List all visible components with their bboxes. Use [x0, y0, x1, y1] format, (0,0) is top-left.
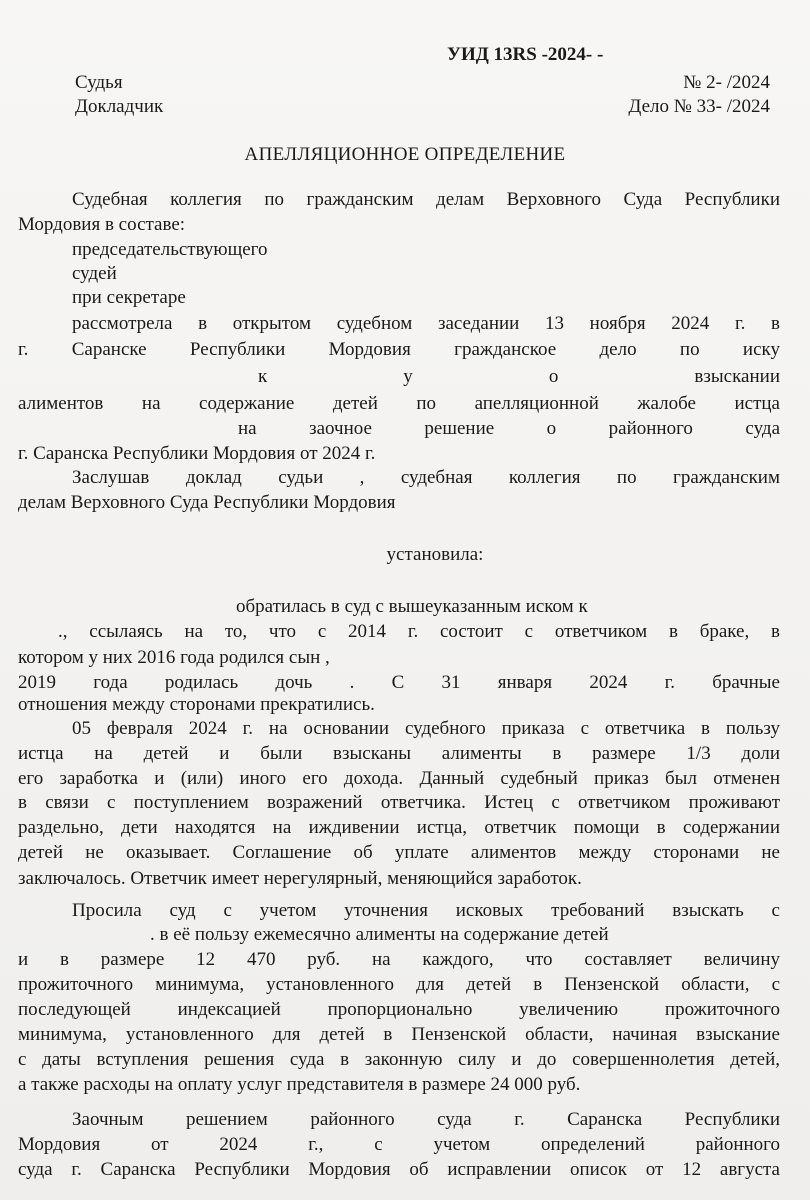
intro-line: делам Верховного Суда Республики Мордовия — [18, 492, 396, 513]
body-line: Мордовия от 2024 г., с учетом определений районного — [18, 1134, 780, 1155]
judge-label: Судья — [75, 72, 123, 93]
body-line: заключалось. Ответчик имеет нерегулярный, меняющийся заработок. — [18, 868, 582, 889]
intro-line: к у о взыскании — [258, 366, 780, 387]
first-instance-case-number: № 2- /2024 — [683, 72, 770, 93]
intro-line: г. Саранска Республики Мордовия от 2024 г. — [18, 443, 376, 464]
body-line: . в её пользу ежемесячно алименты на содержание детей — [150, 924, 609, 945]
established-heading: установила: — [386, 544, 484, 565]
body-line: а также расходы на оплату услуг представителя в размере 24 000 руб. — [18, 1074, 581, 1095]
intro-line: Заслушав доклад судьи , судебная коллегия по гражданским — [72, 467, 780, 488]
body-line: отношения между сторонами прекратились. — [18, 694, 375, 715]
intro-line: Судебная коллегия по гражданским делам Верховного Суда Республики — [72, 189, 780, 210]
body-line: последующей индексацией пропорционально увеличению прожиточного — [18, 999, 780, 1020]
body-line: Заочным решением районного суда г. Саранска Республики — [72, 1109, 780, 1130]
intro-line: судей — [72, 263, 117, 284]
body-line: Просила суд с учетом уточнения исковых требований взыскать с — [72, 900, 780, 921]
body-line: с даты вступления решения суда в законную силу и до совершеннолетия детей, — [18, 1049, 780, 1070]
body-line: 05 февраля 2024 г. на основании судебного приказа с ответчика в пользу — [72, 718, 780, 739]
body-line: истца на детей и были взысканы алименты в размере 1/3 доли — [18, 743, 780, 764]
body-line: раздельно, дети находятся на иждивении истца, ответчик помощи в содержании — [18, 817, 780, 838]
body-line: минимума, установленного для детей в Пензенской области, начиная взыскание — [18, 1024, 780, 1045]
case-uid: УИД 13RS -2024- - — [447, 44, 604, 65]
body-line: детей не оказывает. Соглашение об уплате алиментов между сторонами не — [18, 842, 780, 863]
intro-line: рассмотрела в открытом судебном заседании 13 ноября 2024 г. в — [72, 313, 780, 334]
intro-line: Мордовия в составе: — [18, 214, 186, 235]
intro-line: председательствующего — [72, 239, 268, 260]
intro-line: при секретаре — [72, 287, 186, 308]
document-title: АПЕЛЛЯЦИОННОЕ ОПРЕДЕЛЕНИЕ — [244, 144, 566, 165]
body-line: котором у них 2016 года родился сын , — [18, 647, 330, 668]
body-line: его заработка и (или) иного его дохода. Данный судебный приказ был отменен — [18, 768, 780, 789]
body-line: 2019 года родилась дочь . С 31 января 2024 г. брачные — [18, 672, 780, 693]
reporter-label: Докладчик — [75, 96, 164, 117]
intro-line: алиментов на содержание детей по апелляционной жалобе истца — [18, 393, 780, 414]
appeal-case-number: Дело № 33- /2024 — [628, 96, 770, 117]
intro-line: г. Саранске Республики Мордовия гражданское дело по иску — [18, 339, 780, 360]
intro-line: на заочное решение о районного суда — [238, 418, 780, 439]
body-line: суда г. Саранска Республики Мордовия об исправлении описок от 12 августа — [18, 1159, 780, 1180]
body-line: прожиточного минимума, установленного для детей в Пензенской области, с — [18, 974, 780, 995]
body-line: ., ссылаясь на то, что с 2014 г. состоит с ответчиком в браке, в — [58, 621, 780, 642]
body-line: обратилась в суд с вышеуказанным иском к — [236, 596, 588, 617]
body-line: и в размере 12 470 руб. на каждого, что составляет величину — [18, 949, 780, 970]
body-line: в связи с поступлением возражений ответчика. Истец с ответчиком проживают — [18, 792, 780, 813]
